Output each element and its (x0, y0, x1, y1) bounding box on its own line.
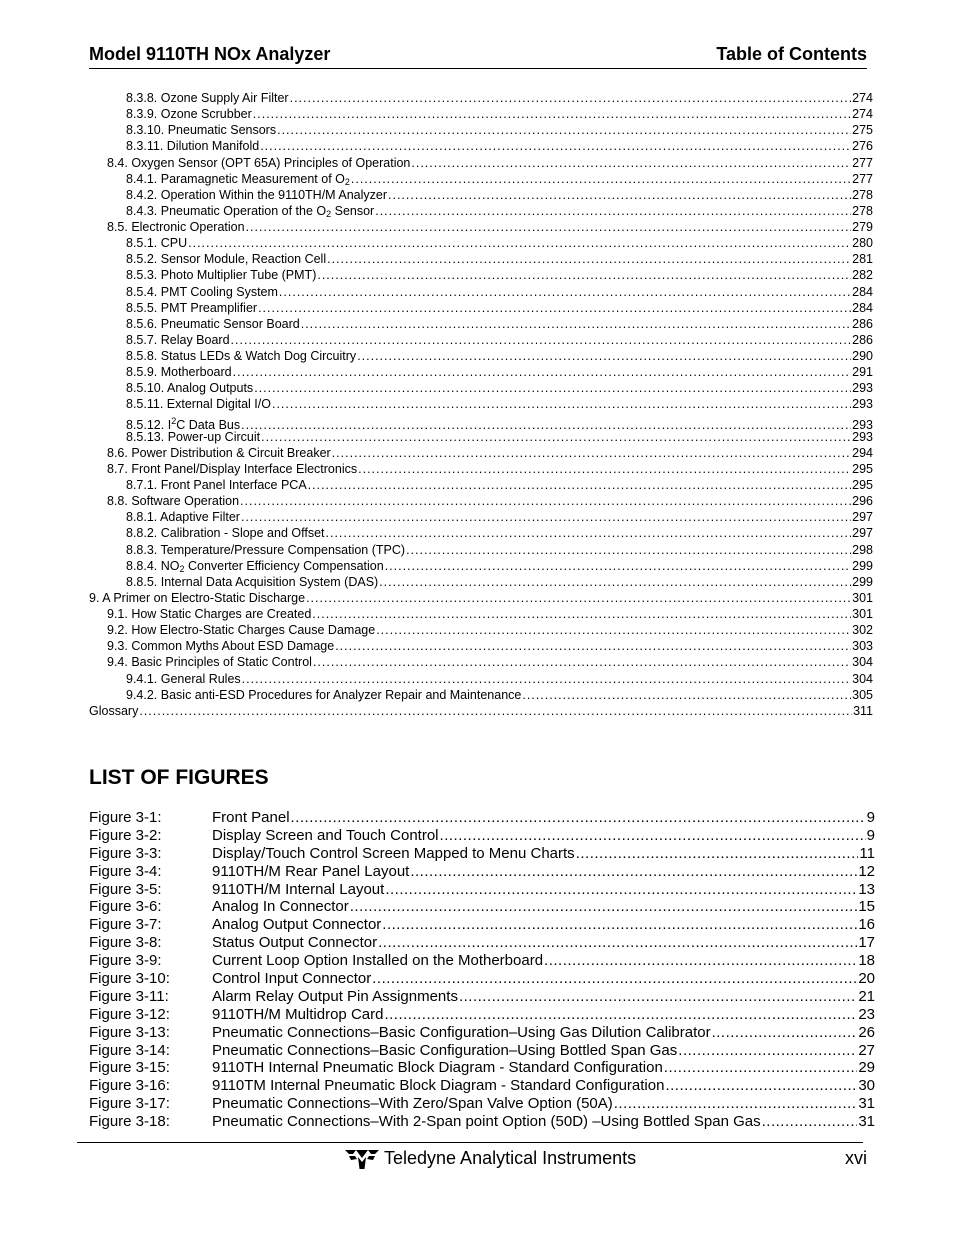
toc-entry-label: 8.7. Front Panel/Display Interface Electronics (107, 461, 358, 476)
toc-entry[interactable] (89, 574, 873, 590)
toc-entry[interactable] (89, 396, 873, 412)
toc-entry[interactable] (89, 219, 873, 235)
dot-leader (233, 364, 852, 380)
figure-number: Figure 3-13: (89, 1023, 170, 1041)
toc-entry-label: 8.5.9. Motherboard (126, 365, 232, 380)
dot-leader (762, 1113, 858, 1131)
toc-entry[interactable] (89, 332, 873, 348)
toc-entry-label: 8.4.2. Operation Within the 9110TH/M Analyzer (126, 187, 388, 202)
toc-entry-label: 8.8.2. Calibration - Slope and Offset (126, 526, 325, 541)
toc-entry[interactable] (89, 606, 873, 622)
toc-entry-page: 277 (852, 155, 873, 170)
figure-number: Figure 3-3: (89, 844, 162, 862)
toc-entry-page: 291 (852, 365, 873, 380)
toc-entry-page: 274 (852, 91, 873, 105)
toc-entry-page: 297 (852, 510, 873, 525)
toc-entry-page: 305 (852, 687, 873, 702)
dot-leader (440, 827, 866, 845)
toc-entry-label: 8.5.10. Analog Outputs (126, 381, 254, 396)
toc-entry-label: 8.3.9. Ozone Scrubber (126, 107, 252, 122)
figure-title: Current Loop Option Installed on the Motherboard (212, 952, 544, 970)
dot-leader (260, 138, 851, 154)
dot-leader (357, 348, 851, 364)
figure-page: 29 (858, 1059, 875, 1077)
figure-entry[interactable] (89, 1006, 875, 1024)
figure-page: 30 (858, 1077, 875, 1095)
toc-entry-label: 8.6. Power Distribution & Circuit Breaker (107, 445, 331, 460)
toc-entry-label: 8.8.5. Internal Data Acquisition System (DAS) (126, 574, 379, 589)
figure-number: Figure 3-5: (89, 880, 162, 898)
figure-page: 27 (858, 1041, 875, 1059)
dot-leader (240, 493, 851, 509)
figure-entry[interactable] (89, 809, 875, 827)
dot-leader (384, 1006, 857, 1024)
dot-leader (290, 90, 852, 106)
toc-entry-label: 8.4.3. Pneumatic Operation of the $O_2$ Sensor (126, 203, 375, 219)
figure-page: 26 (858, 1023, 875, 1041)
toc-entry-page: 286 (852, 316, 873, 331)
dot-leader (188, 235, 851, 251)
figure-page: 13 (858, 880, 875, 898)
toc-entry-label: 8.5.4. PMT Cooling System (126, 284, 278, 299)
running-header-title: Model 9110TH NOx Analyzer (89, 44, 331, 64)
figure-number: Figure 3-10: (89, 970, 170, 988)
toc-entry-label: 8.5.5. PMT Preamplifier (126, 300, 258, 315)
toc-entry-label: 8.5.7. Relay Board (126, 332, 230, 347)
figure-page: 21 (858, 987, 875, 1005)
dot-leader (279, 284, 851, 300)
figure-entry[interactable] (89, 1077, 875, 1095)
toc-entry-label: 8.8.4. $NO_2$ Converter Efficiency Compensation (126, 558, 384, 574)
toc-entry[interactable] (89, 638, 873, 654)
toc-entry-page: 311 (853, 703, 873, 718)
toc-entry[interactable] (89, 590, 873, 606)
dot-leader (522, 687, 851, 703)
toc-entry-page: 295 (852, 461, 873, 476)
toc-entry-label: 8.5.8. Status LEDs & Watch Dog Circuitry (126, 349, 357, 363)
toc-entry[interactable] (89, 138, 873, 154)
dot-leader (378, 934, 857, 952)
toc-entry-label: 8.4. Oxygen Sensor (OPT 65A) Principles of Operation (107, 155, 411, 170)
figure-title: Pneumatic Connections–Basic Configuration–Using Gas Dilution Calibrator (212, 1023, 711, 1041)
dot-leader (308, 477, 851, 493)
dot-leader (544, 952, 857, 970)
toc-entry-label: 8.8.3. Temperature/Pressure Compensation (TPC) (126, 542, 406, 557)
dot-leader (246, 219, 852, 235)
toc-entry-label: 9.3. Common Myths About ESD Damage (107, 639, 335, 654)
toc-entry-page: 293 (852, 397, 873, 412)
figure-entry[interactable] (89, 1095, 875, 1113)
dot-leader (306, 590, 851, 606)
toc-entry[interactable] (89, 90, 873, 106)
figure-page: 17 (858, 934, 875, 952)
figure-entry[interactable] (89, 881, 875, 899)
toc-entry-page: 293 (852, 429, 873, 444)
toc-entry[interactable] (89, 316, 873, 332)
dot-leader (459, 988, 857, 1006)
toc-entry[interactable] (89, 461, 873, 477)
figure-number: Figure 3-14: (89, 1041, 170, 1059)
footer-company-name: Teledyne Analytical Instruments (384, 1148, 637, 1168)
dot-leader (313, 654, 851, 670)
toc-entry[interactable] (89, 300, 873, 316)
toc-entry-label: 9.1. How Static Charges are Created (107, 607, 312, 621)
dot-leader (242, 671, 851, 687)
figure-number: Figure 3-7: (89, 916, 162, 934)
figure-title: 9110TH Internal Pneumatic Block Diagram - Standard Configuration (212, 1059, 663, 1077)
toc-entry-page: 299 (852, 574, 873, 589)
toc-entry[interactable] (89, 171, 873, 187)
toc-entry-label: 8.5.12. $I^2C$ Data Bus (126, 415, 241, 432)
figure-entry[interactable] (89, 845, 875, 863)
dot-leader (614, 1095, 858, 1113)
figure-title: 9110TM Internal Pneumatic Block Diagram - Standard Configuration (212, 1077, 665, 1095)
dot-leader (301, 316, 851, 332)
toc-entry-label: 8.8.1. Adaptive Filter (126, 510, 240, 525)
toc-entry[interactable] (89, 445, 873, 461)
toc-entry-page: 279 (852, 220, 873, 234)
toc-entry[interactable] (89, 687, 873, 703)
dot-leader (358, 461, 851, 477)
toc-entry-page: 296 (852, 494, 873, 509)
header-rule (89, 68, 867, 69)
dot-leader (375, 203, 851, 219)
figure-title: Alarm Relay Output Pin Assignments (212, 987, 458, 1005)
dot-leader (576, 845, 859, 863)
dot-leader (678, 1042, 857, 1060)
figure-page: 31 (858, 1113, 875, 1131)
toc-entry[interactable] (89, 187, 873, 203)
figure-number: Figure 3-4: (89, 862, 162, 880)
figure-title: 9110TH/M Multidrop Card (212, 1005, 384, 1023)
dot-leader (261, 429, 851, 445)
figure-page: 31 (858, 1095, 875, 1113)
dot-leader (350, 898, 858, 916)
figure-number: Figure 3-12: (89, 1005, 170, 1023)
toc-entry-label: 9. A Primer on Electro-Static Discharge (89, 590, 306, 605)
dot-leader (291, 809, 866, 827)
figure-title: 9110TH/M Internal Layout (212, 880, 385, 898)
toc-entry-page: 282 (852, 268, 873, 283)
figure-entry[interactable] (89, 1113, 875, 1131)
figure-number: Figure 3-11: (89, 987, 169, 1005)
toc-entry-label: 8.5.2. Sensor Module, Reaction Cell (126, 252, 327, 267)
figure-number: Figure 3-15: (89, 1059, 170, 1077)
figure-entry[interactable] (89, 970, 875, 988)
toc-entry-page: 302 (852, 623, 873, 638)
toc-entry[interactable] (89, 284, 873, 300)
toc-entry-label: 9.4.1. General Rules (126, 671, 241, 686)
dot-leader (277, 122, 851, 138)
figure-title: Pneumatic Connections–With Zero/Span Valve Option (50A) (212, 1095, 613, 1113)
figure-number: Figure 3-6: (89, 898, 162, 916)
figure-page: 23 (858, 1005, 875, 1023)
toc-entry[interactable] (89, 235, 873, 251)
toc-entry[interactable] (89, 493, 873, 509)
toc-entry[interactable] (89, 703, 873, 719)
dot-leader (712, 1024, 858, 1042)
toc-entry-page: 301 (852, 590, 873, 605)
dot-leader (411, 155, 851, 171)
figure-title: Pneumatic Connections–Basic Configuration–Using Bottled Span Gas (212, 1041, 678, 1059)
toc-entry-page: 303 (852, 639, 873, 654)
toc-entry-page: 281 (852, 252, 873, 267)
dot-leader (410, 863, 857, 881)
toc-entry-label: 8.5.3. Photo Multiplier Tube (PMT) (126, 268, 317, 283)
toc-entry-page: 293 (852, 417, 873, 432)
figure-number: Figure 3-17: (89, 1095, 170, 1113)
figure-title: Control Input Connector (212, 970, 372, 988)
figure-title: Display/Touch Control Screen Mapped to Menu Charts (212, 844, 575, 862)
dot-leader (332, 445, 851, 461)
dot-leader (406, 542, 851, 558)
toc-entry-page: 290 (852, 349, 873, 363)
dot-leader (385, 558, 851, 574)
figure-page: 18 (858, 952, 875, 970)
toc-entry-page: 298 (852, 542, 873, 557)
toc-entry[interactable] (89, 558, 873, 574)
toc-entry[interactable] (89, 155, 873, 171)
figure-page: 9 (866, 809, 875, 826)
toc-entry[interactable] (89, 622, 873, 638)
teledyne-logo-icon (345, 1148, 379, 1170)
toc-entry-page: 294 (852, 445, 873, 460)
figure-number: Figure 3-8: (89, 934, 162, 952)
toc-entry-label: 9.2. How Electro-Static Charges Cause Damage (107, 623, 376, 638)
toc-entry-page: 274 (852, 107, 873, 122)
dot-leader (253, 106, 851, 122)
toc-entry[interactable] (89, 671, 873, 687)
figure-title: 9110TH/M Rear Panel Layout (212, 862, 410, 880)
toc-entry[interactable] (89, 525, 873, 541)
figure-number: Figure 3-18: (89, 1113, 170, 1131)
toc-entry-label: 8.5. Electronic Operation (107, 220, 245, 234)
toc-entry-label: 8.3.10. Pneumatic Sensors (126, 123, 277, 138)
dot-leader (326, 525, 852, 541)
dot-leader (388, 187, 851, 203)
toc-entry-label: 8.5.6. Pneumatic Sensor Board (126, 316, 300, 331)
toc-entry[interactable] (89, 654, 873, 670)
dot-leader (335, 638, 851, 654)
toc-entry-page: 297 (852, 526, 873, 541)
figure-title: Status Output Connector (212, 934, 378, 952)
toc-entry-page: 278 (852, 203, 873, 218)
toc-entry-label: 8.4.1. Paramagnetic Measurement of $O_2$ (126, 171, 350, 187)
dot-leader (272, 396, 851, 412)
figure-number: Figure 3-1: (89, 809, 162, 826)
dot-leader (665, 1077, 857, 1095)
toc-entry[interactable] (89, 348, 873, 364)
toc-entry-page: 275 (852, 123, 873, 138)
figure-page: 15 (858, 898, 875, 916)
figure-page: 20 (858, 970, 875, 988)
toc-entry[interactable] (89, 267, 873, 283)
toc-entry-label: 8.5.13. Power-up Circuit (126, 429, 261, 444)
toc-entry[interactable] (89, 380, 873, 396)
figure-page: 12 (858, 862, 875, 880)
figure-title: Analog In Connector (212, 898, 349, 916)
toc-entry-page: 284 (852, 300, 873, 315)
toc-entry-label: 8.5.1. CPU (126, 236, 188, 251)
figure-page: 9 (866, 826, 875, 844)
dot-leader (254, 380, 851, 396)
figure-entry[interactable] (89, 934, 875, 952)
toc-entry-page: 304 (852, 671, 873, 686)
toc-entry-page: 304 (852, 655, 873, 670)
dot-leader (241, 509, 851, 525)
toc-entry-label: 8.7.1. Front Panel Interface PCA (126, 478, 307, 492)
toc-entry[interactable] (89, 364, 873, 380)
dot-leader (258, 300, 851, 316)
toc-entry-label: 9.4.2. Basic anti-ESD Procedures for Analyzer Repair and Maintenance (126, 687, 522, 702)
footer-page-number: xvi (845, 1148, 867, 1168)
toc-entry-page: 280 (852, 236, 873, 251)
figure-entry[interactable] (89, 916, 875, 934)
toc-entry[interactable] (89, 429, 873, 445)
dot-leader (351, 171, 851, 187)
toc-entry[interactable] (89, 413, 873, 432)
figure-title: Front Panel (212, 809, 290, 826)
figure-entry[interactable] (89, 898, 875, 916)
toc-entry[interactable] (89, 509, 873, 525)
toc-entry-page: 278 (852, 187, 873, 202)
running-header-section: Table of Contents (716, 44, 867, 64)
dot-leader (664, 1059, 858, 1077)
figure-page: 11 (859, 844, 875, 862)
toc-entry[interactable] (89, 542, 873, 558)
footer-rule (77, 1142, 863, 1143)
figure-title: Display Screen and Touch Control (212, 826, 439, 844)
toc-entry-page: 284 (852, 284, 873, 299)
dot-leader (327, 251, 851, 267)
toc-entry-page: 299 (852, 558, 873, 573)
toc-entry[interactable] (89, 477, 873, 493)
toc-entry-page: 277 (852, 171, 873, 186)
figure-page: 16 (858, 916, 875, 934)
figure-entry[interactable] (89, 1042, 875, 1060)
figure-number: Figure 3-9: (89, 952, 162, 970)
toc-entry-label: 8.3.8. Ozone Supply Air Filter (126, 91, 289, 105)
figure-entry[interactable] (89, 1059, 875, 1077)
dot-leader (379, 574, 851, 590)
toc-entry-label: 9.4. Basic Principles of Static Control (107, 655, 312, 670)
toc-entry[interactable] (89, 251, 873, 267)
figure-entry[interactable] (89, 827, 875, 845)
list-of-figures-title: LIST OF FIGURES (89, 766, 269, 789)
toc-entry-page: 286 (852, 332, 873, 347)
toc-entry[interactable] (89, 106, 873, 122)
figure-number: Figure 3-2: (89, 826, 162, 844)
figure-title: Pneumatic Connections–With 2-Span point Option (50D) –Using Bottled Span Gas (212, 1113, 761, 1131)
table-of-contents (89, 90, 873, 719)
figure-entry[interactable] (89, 863, 875, 881)
toc-entry-page: 295 (852, 478, 873, 492)
toc-entry-label: 8.3.11. Dilution Manifold (126, 139, 260, 154)
figure-entry[interactable] (89, 1024, 875, 1042)
dot-leader (312, 606, 851, 622)
toc-entry-label: 8.8. Software Operation (107, 494, 240, 509)
dot-leader (372, 970, 857, 988)
figure-entry[interactable] (89, 988, 875, 1006)
toc-entry[interactable] (89, 203, 873, 219)
figure-number: Figure 3-16: (89, 1077, 170, 1095)
dot-leader (376, 622, 851, 638)
toc-entry-page: 293 (852, 381, 873, 396)
toc-entry[interactable] (89, 122, 873, 138)
dot-leader (382, 916, 857, 934)
dot-leader (139, 703, 852, 719)
toc-entry-page: 276 (852, 139, 873, 154)
toc-entry-label: Glossary (89, 703, 139, 718)
figure-title: Analog Output Connector (212, 916, 382, 934)
dot-leader (385, 881, 857, 899)
dot-leader (317, 267, 851, 283)
dot-leader (231, 332, 852, 348)
toc-entry-label: 8.5.11. External Digital I/O (126, 397, 271, 412)
figure-entry[interactable] (89, 952, 875, 970)
list-of-figures (89, 809, 875, 1131)
toc-entry-page: 301 (852, 607, 873, 621)
